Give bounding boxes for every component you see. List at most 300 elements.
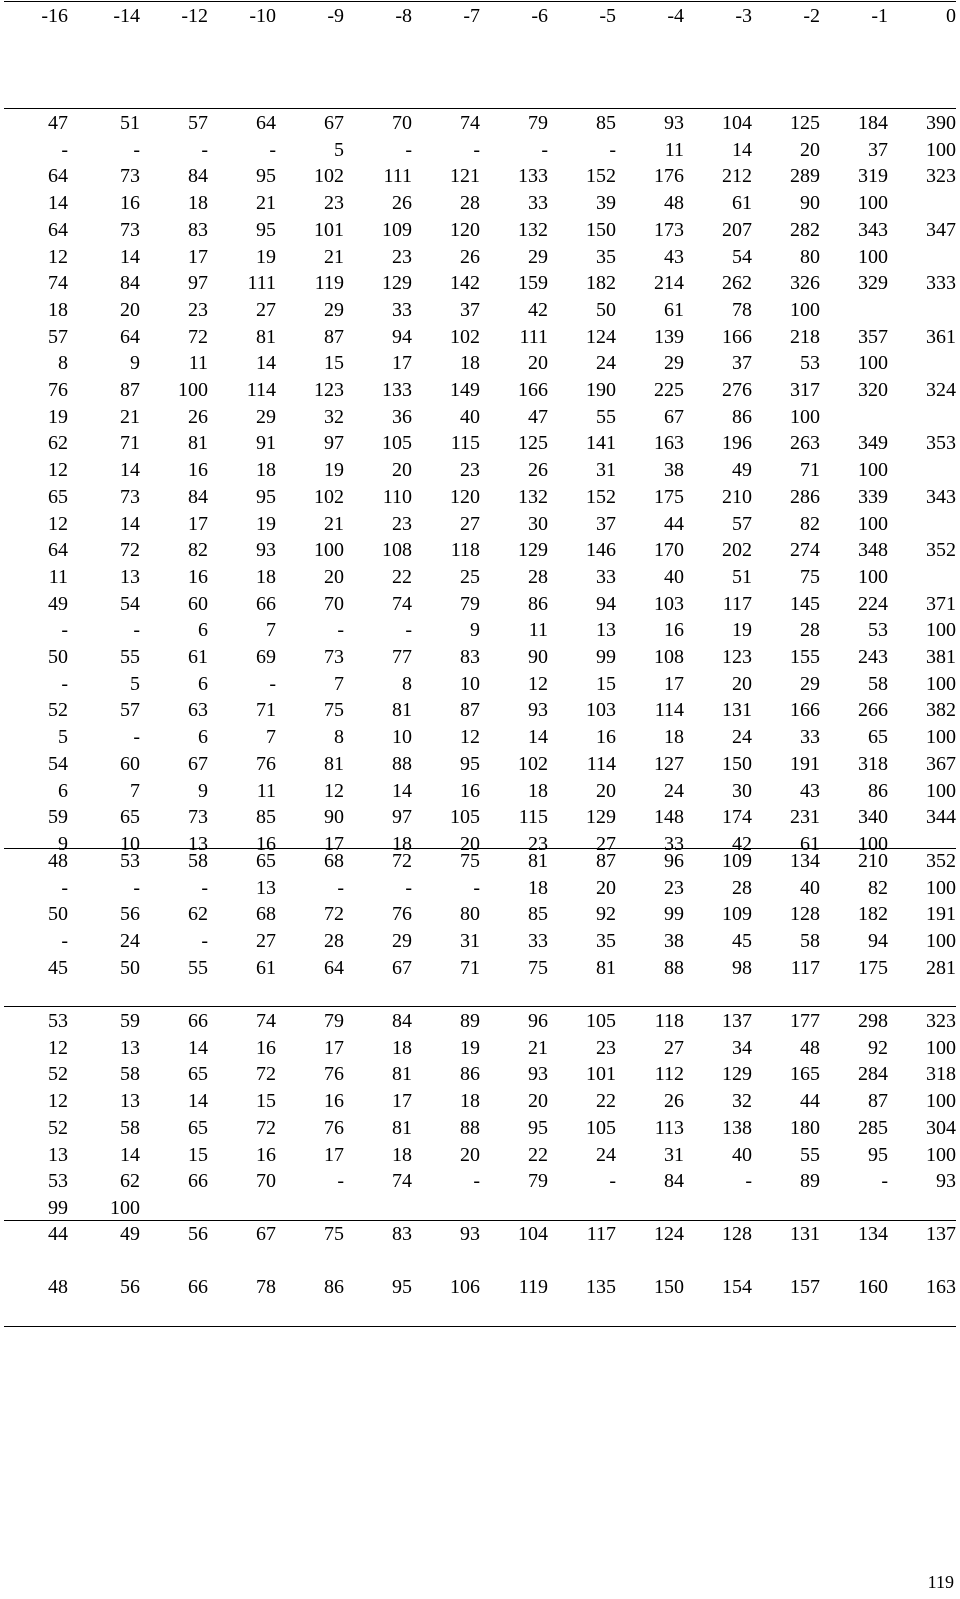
table-cell: 128 (790, 903, 820, 926)
table-row (4, 875, 956, 902)
table-cell: 5 (130, 672, 140, 695)
table-cell: 56 (188, 1223, 208, 1245)
table-cell: - (405, 619, 412, 642)
table-row (4, 848, 956, 875)
table-row (4, 1035, 956, 1062)
table-cell: 37 (596, 512, 616, 535)
table-cell: 166 (790, 699, 820, 722)
table-cell: 14 (392, 779, 412, 802)
table-row (4, 1142, 956, 1169)
table-cell: 74 (460, 112, 480, 134)
table-cell: 28 (732, 876, 752, 899)
table-cell: 17 (664, 672, 684, 695)
table-cell: 99 (48, 1196, 68, 1219)
table-cell: 141 (586, 432, 616, 455)
table-cell: 64 (324, 956, 344, 979)
table-row (4, 484, 956, 511)
table-cell: 191 (926, 903, 956, 926)
table-cell: 55 (120, 646, 140, 669)
table-row (4, 901, 956, 928)
table-cell: - (881, 1170, 888, 1193)
table-cell: 29 (528, 245, 548, 268)
table-cell: 45 (48, 956, 68, 979)
table-cell: 58 (120, 1063, 140, 1086)
table-cell: 67 (256, 1223, 276, 1245)
table-cell: 82 (868, 876, 888, 899)
table-cell: 111 (247, 272, 276, 295)
table-cell: 166 (518, 379, 548, 402)
table-cell: 23 (392, 512, 412, 535)
table-cell: 286 (790, 485, 820, 508)
table-cell: 73 (120, 218, 140, 241)
table-cell: - (473, 1170, 480, 1193)
table-cell: -1 (871, 5, 888, 27)
table-cell: 81 (528, 850, 548, 872)
table-cell: 48 (48, 1276, 68, 1298)
table-cell: - (269, 672, 276, 695)
table-cell: - (133, 619, 140, 642)
table-row (4, 778, 956, 805)
table-cell: 152 (586, 485, 616, 508)
table-cell: 13 (48, 1143, 68, 1166)
table-cell: 102 (314, 165, 344, 188)
table-cell: 20 (528, 352, 548, 375)
table-cell: 95 (256, 218, 276, 241)
table-cell: 72 (120, 539, 140, 562)
table-cell: 324 (926, 379, 956, 402)
table-cell: 93 (936, 1170, 956, 1193)
table-cell: 50 (48, 903, 68, 926)
table-cell: -4 (667, 5, 684, 27)
table-cell: 154 (722, 1276, 752, 1298)
table-cell: - (745, 1170, 752, 1193)
table-cell: 66 (256, 592, 276, 615)
table-cell: 100 (926, 726, 956, 749)
table-cell: 59 (120, 1010, 140, 1032)
table-cell: - (609, 1170, 616, 1193)
table-cell (752, 1195, 820, 1222)
table-cell: 100 (926, 1036, 956, 1059)
table-cell: 40 (664, 565, 684, 588)
table-cell: - (61, 619, 68, 642)
table-row (4, 350, 956, 377)
table-cell: 100 (926, 1090, 956, 1113)
table-cell: -12 (181, 5, 208, 27)
table-cell: 88 (460, 1116, 480, 1139)
table-cell: 127 (654, 752, 684, 775)
table-cell: 100 (314, 539, 344, 562)
table-cell: 6 (198, 672, 208, 695)
table-cell: 11 (528, 619, 548, 642)
table-cell: 202 (722, 539, 752, 562)
table-cell: 47 (48, 112, 68, 134)
table-cell: 61 (664, 298, 684, 321)
table-cell: 93 (256, 539, 276, 562)
table-cell: 26 (528, 459, 548, 482)
table-cell: 129 (586, 806, 616, 829)
table-cell: 71 (800, 459, 820, 482)
table-cell: 81 (256, 325, 276, 348)
table-cell (140, 1195, 208, 1222)
table-cell: 96 (528, 1010, 548, 1032)
table-cell: 231 (790, 806, 820, 829)
table-cell: 124 (654, 1223, 684, 1245)
table-row (4, 1008, 956, 1035)
table-cell: 76 (48, 379, 68, 402)
table-cell: 27 (256, 298, 276, 321)
table-cell: 35 (596, 930, 616, 953)
table-cell: 15 (256, 1090, 276, 1113)
table-cell: 65 (256, 850, 276, 872)
table-cell: 22 (392, 565, 412, 588)
table-cell: 10 (460, 672, 480, 695)
table-cell (888, 297, 956, 324)
table-cell: 71 (256, 699, 276, 722)
table-cell: 17 (392, 1090, 412, 1113)
table-cell: 243 (858, 646, 888, 669)
table-cell: 49 (732, 459, 752, 482)
table-cell: 40 (800, 876, 820, 899)
bottom-rule (4, 1326, 956, 1327)
table-cell: 72 (256, 1116, 276, 1139)
table-cell: - (133, 726, 140, 749)
table-cell: 21 (528, 1036, 548, 1059)
table-cell: 33 (392, 298, 412, 321)
table-cell: 53 (120, 850, 140, 872)
table-cell: 14 (120, 459, 140, 482)
table-cell: 115 (450, 432, 480, 455)
table-cell: 7 (130, 779, 140, 802)
table-cell: 19 (460, 1036, 480, 1059)
data-table-block-4 (4, 1221, 956, 1248)
table-cell: 28 (460, 192, 480, 215)
table-cell: 274 (790, 539, 820, 562)
table-cell: 119 (314, 272, 344, 295)
table-cell: 64 (48, 539, 68, 562)
table-cell: 90 (528, 646, 548, 669)
table-cell: 68 (256, 903, 276, 926)
table-cell: 16 (256, 1036, 276, 1059)
table-row (4, 3, 956, 30)
table-cell: 298 (858, 1010, 888, 1032)
table-cell: -8 (395, 5, 412, 27)
table-cell: 381 (926, 646, 956, 669)
table-cell: 21 (120, 405, 140, 428)
table-row (4, 217, 956, 244)
table-cell: - (201, 876, 208, 899)
table-cell: 74 (48, 272, 68, 295)
table-cell: 87 (324, 325, 344, 348)
table-row (4, 324, 956, 351)
table-cell: 33 (528, 192, 548, 215)
table-cell (888, 1195, 956, 1222)
table-cell: 125 (790, 112, 820, 134)
table-cell: 177 (790, 1010, 820, 1032)
table-cell: 10 (392, 726, 412, 749)
table-cell: 114 (586, 752, 616, 775)
table-cell: 159 (518, 272, 548, 295)
table-cell: 23 (460, 459, 480, 482)
table-cell: 207 (722, 218, 752, 241)
table-cell: -3 (735, 5, 752, 27)
table-cell: 95 (392, 1276, 412, 1298)
table-cell: 62 (48, 432, 68, 455)
table-cell: 26 (460, 245, 480, 268)
table-cell: 12 (528, 672, 548, 695)
table-cell: 17 (324, 1143, 344, 1166)
table-cell: 304 (926, 1116, 956, 1139)
table-cell: 23 (188, 298, 208, 321)
table-cell: 31 (460, 930, 480, 953)
table-cell: - (405, 876, 412, 899)
table-cell: 34 (732, 1036, 752, 1059)
table-cell: 100 (858, 832, 888, 855)
table-cell: 87 (868, 1090, 888, 1113)
table-cell: 37 (460, 298, 480, 321)
table-cell: 214 (654, 272, 684, 295)
table-cell: 18 (188, 192, 208, 215)
table-cell: 52 (48, 699, 68, 722)
table-row (4, 697, 956, 724)
table-cell: 75 (324, 1223, 344, 1245)
table-row (4, 644, 956, 671)
table-cell: 100 (926, 1143, 956, 1166)
table-cell: 7 (334, 672, 344, 695)
table-cell: 82 (188, 539, 208, 562)
table-cell: 97 (392, 806, 412, 829)
table-cell: - (269, 138, 276, 161)
table-cell: - (61, 876, 68, 899)
table-cell (888, 350, 956, 377)
table-cell: 318 (926, 1063, 956, 1086)
table-cell: 184 (858, 112, 888, 134)
table-cell: 65 (120, 806, 140, 829)
table-cell: 85 (596, 112, 616, 134)
table-cell: 390 (926, 112, 956, 134)
table-cell: 29 (392, 930, 412, 953)
table-cell: 18 (256, 565, 276, 588)
table-cell: 90 (800, 192, 820, 215)
table-cell: 13 (120, 565, 140, 588)
table-row (4, 928, 956, 955)
table-cell: 117 (722, 592, 752, 615)
table-cell: 218 (790, 325, 820, 348)
table-cell: 95 (460, 752, 480, 775)
table-cell: 105 (586, 1116, 616, 1139)
table-cell: 5 (334, 138, 344, 161)
data-table-block-2 (4, 848, 956, 982)
table-cell: 8 (58, 352, 68, 375)
table-cell: 160 (858, 1276, 888, 1298)
table-cell (888, 190, 956, 217)
table-cell: 23 (324, 192, 344, 215)
table-row (4, 270, 956, 297)
table-cell: 6 (198, 726, 208, 749)
table-cell: 57 (188, 112, 208, 134)
table-cell: 58 (800, 930, 820, 953)
table-cell: 80 (460, 903, 480, 926)
table-cell: 135 (586, 1276, 616, 1298)
table-cell: - (473, 876, 480, 899)
table-cell: 35 (596, 245, 616, 268)
table-cell: 14 (188, 1090, 208, 1113)
table-cell: 13 (596, 619, 616, 642)
table-cell: 344 (926, 806, 956, 829)
table-cell: 27 (596, 832, 616, 855)
table-cell: 9 (130, 352, 140, 375)
table-cell: 323 (926, 1010, 956, 1032)
table-cell: 20 (732, 672, 752, 695)
table-cell: 132 (518, 485, 548, 508)
table-cell: 57 (732, 512, 752, 535)
table-cell: 44 (664, 512, 684, 535)
table-cell: 20 (460, 1143, 480, 1166)
table-row (4, 1274, 956, 1301)
table-cell: 18 (256, 459, 276, 482)
table-row (4, 110, 956, 137)
table-cell: 76 (392, 903, 412, 926)
table-cell: 111 (383, 165, 412, 188)
table-cell: 105 (382, 432, 412, 455)
table-cell: 96 (664, 850, 684, 872)
table-cell: - (133, 876, 140, 899)
table-cell: 165 (790, 1063, 820, 1086)
table-cell: 81 (596, 956, 616, 979)
table-cell: 72 (324, 903, 344, 926)
table-cell: 224 (858, 592, 888, 615)
table-cell: 102 (450, 325, 480, 348)
table-cell: 27 (256, 930, 276, 953)
data-table-block-1 (4, 110, 956, 858)
table-cell: 16 (460, 779, 480, 802)
table-cell: 319 (858, 165, 888, 188)
table-cell: 117 (790, 956, 820, 979)
table-cell: 74 (256, 1010, 276, 1032)
table-cell (888, 457, 956, 484)
table-cell: 17 (188, 512, 208, 535)
table-cell: 146 (586, 539, 616, 562)
table-cell: 182 (858, 903, 888, 926)
table-cell: 48 (48, 850, 68, 872)
table-cell: 114 (246, 379, 276, 402)
table-cell: 16 (324, 1090, 344, 1113)
table-row (4, 671, 956, 698)
table-cell: 6 (198, 619, 208, 642)
table-cell: 84 (392, 1010, 412, 1032)
table-cell: -10 (249, 5, 276, 27)
table-cell (616, 1195, 684, 1222)
table-cell: 29 (664, 352, 684, 375)
table-cell: 39 (596, 192, 616, 215)
table-cell: 57 (120, 699, 140, 722)
table-row (4, 430, 956, 457)
table-cell: 28 (528, 565, 548, 588)
table-cell: 93 (664, 112, 684, 134)
table-cell: 118 (450, 539, 480, 562)
table-cell: 64 (48, 165, 68, 188)
table-cell: 28 (324, 930, 344, 953)
table-cell: 104 (518, 1223, 548, 1245)
table-cell: 15 (188, 1143, 208, 1166)
table-cell: 30 (732, 779, 752, 802)
table-cell: - (473, 138, 480, 161)
table-cell: 339 (858, 485, 888, 508)
table-cell: 18 (392, 1143, 412, 1166)
table-cell: 55 (596, 405, 616, 428)
table-cell: 72 (188, 325, 208, 348)
table-row (4, 404, 956, 431)
table-cell: -5 (599, 5, 616, 27)
table-cell: 29 (800, 672, 820, 695)
table-cell (548, 1195, 616, 1222)
table-cell: 64 (48, 218, 68, 241)
table-cell (888, 511, 956, 538)
table-cell: 109 (382, 218, 412, 241)
table-cell: 79 (528, 1170, 548, 1193)
table-cell: 84 (120, 272, 140, 295)
table-cell: 49 (48, 592, 68, 615)
table-cell: 123 (722, 646, 752, 669)
table-cell: 14 (256, 352, 276, 375)
table-cell: 109 (722, 903, 752, 926)
table-cell: 343 (858, 218, 888, 241)
table-cell: 145 (790, 592, 820, 615)
data-table-block-5 (4, 1274, 956, 1301)
table-cell: 56 (120, 1276, 140, 1298)
table-cell: 48 (664, 192, 684, 215)
table-cell: 70 (256, 1170, 276, 1193)
table-cell: 67 (188, 752, 208, 775)
table-cell: 54 (120, 592, 140, 615)
table-cell: 84 (188, 165, 208, 188)
table-cell: 14 (120, 1143, 140, 1166)
table-cell: 99 (664, 903, 684, 926)
table-cell: 170 (654, 539, 684, 562)
table-cell: 100 (858, 352, 888, 375)
table-cell: 32 (732, 1090, 752, 1113)
table-cell: 23 (596, 1036, 616, 1059)
table-cell: 33 (596, 565, 616, 588)
table-cell: 103 (586, 699, 616, 722)
table-row (4, 591, 956, 618)
table-row (4, 1115, 956, 1142)
table-cell: 318 (858, 752, 888, 775)
table-cell (888, 244, 956, 271)
table-cell: 14 (120, 245, 140, 268)
table-cell: 12 (48, 1036, 68, 1059)
table-cell: 81 (392, 1063, 412, 1086)
table-cell: 83 (460, 646, 480, 669)
table-row (4, 1168, 956, 1195)
table-cell: 16 (188, 565, 208, 588)
table-cell: 75 (460, 850, 480, 872)
table-cell: 37 (732, 352, 752, 375)
table-cell: 175 (654, 485, 684, 508)
table-cell: 31 (664, 1143, 684, 1166)
table-cell: 150 (722, 752, 752, 775)
table-cell: 103 (654, 592, 684, 615)
table-cell: 54 (48, 752, 68, 775)
table-cell: 100 (926, 138, 956, 161)
table-cell: 6 (58, 779, 68, 802)
table-cell: 101 (314, 218, 344, 241)
table-row (4, 564, 956, 591)
table-cell: - (541, 138, 548, 161)
table-cell: 100 (926, 779, 956, 802)
table-cell: 36 (392, 405, 412, 428)
table-cell: 343 (926, 485, 956, 508)
table-row (4, 190, 956, 217)
